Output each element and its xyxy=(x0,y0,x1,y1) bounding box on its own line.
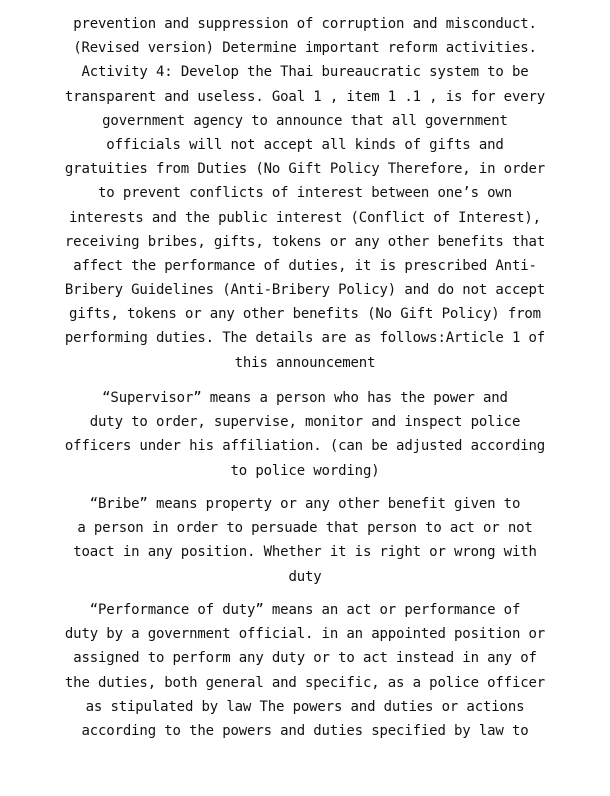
paragraph-performance-of-duty-definition xyxy=(62,598,548,743)
text-line: government agency to announce that all government xyxy=(102,112,508,129)
text-line: according to the powers and duties specified by law to xyxy=(81,722,529,739)
text-line: performing duties. The details are as follows:Article 1 of xyxy=(64,330,546,347)
paragraph-bribe-definition xyxy=(62,492,548,589)
paragraph-supervisor-definition xyxy=(62,386,548,483)
text-line: gratuities from Duties (No Gift Policy Therefore, in order xyxy=(64,161,546,178)
text-line: prevention and suppression of corruption and misconduct. xyxy=(73,16,537,32)
text-line: (Revised version) Determine important reform activities. xyxy=(73,40,537,57)
text-line: gifts, tokens or any other benefits (No Gift Policy) from xyxy=(69,306,541,323)
text-line: the duties, both general and specific, as a police officer xyxy=(64,674,546,691)
text-line: a person in order to persuade that person to act or not xyxy=(77,520,533,537)
text-line: duty by a government official. in an appointed position or xyxy=(64,626,546,643)
text-line: Bribery Guidelines (Anti-Bribery Policy) and do not accept xyxy=(64,282,546,299)
text-line: to police wording) xyxy=(230,462,380,479)
text-line: duty to order, supervise, monitor and inspect police xyxy=(89,414,521,431)
text-line: transparent and useless. Goal 1 , item 1 .1 , is for every xyxy=(64,88,546,105)
text-line: “Performance of duty” means an act or performance of xyxy=(89,602,521,618)
text-line: receiving bribes, gifts, tokens or any other benefits that xyxy=(64,233,546,250)
text-line: affect the performance of duties, it is prescribed Anti- xyxy=(73,257,537,274)
text-line: interests and the public interest (Conflict of Interest), xyxy=(69,209,541,226)
text-line: officials will not accept all kinds of gifts and xyxy=(106,136,504,153)
text-line: toact in any position. Whether it is right or wrong with xyxy=(73,544,537,561)
text-line: assigned to perform any duty or to act instead in any of xyxy=(73,650,537,667)
text-line: “Supervisor” means a person who has the power and xyxy=(102,390,508,406)
text-line: Activity 4: Develop the Thai bureaucratic system to be xyxy=(81,64,529,81)
text-line: officers under his affiliation. (can be adjusted according xyxy=(64,438,546,455)
text-line: duty xyxy=(288,568,322,585)
text-line: as stipulated by law The powers and duties or actions xyxy=(85,698,525,715)
text-line: to prevent conflicts of interest between one’s own xyxy=(98,185,512,202)
paragraph-intro xyxy=(62,12,548,375)
text-line: “Bribe” means property or any other benefit given to xyxy=(89,496,521,512)
text-line: this announcement xyxy=(234,354,376,371)
